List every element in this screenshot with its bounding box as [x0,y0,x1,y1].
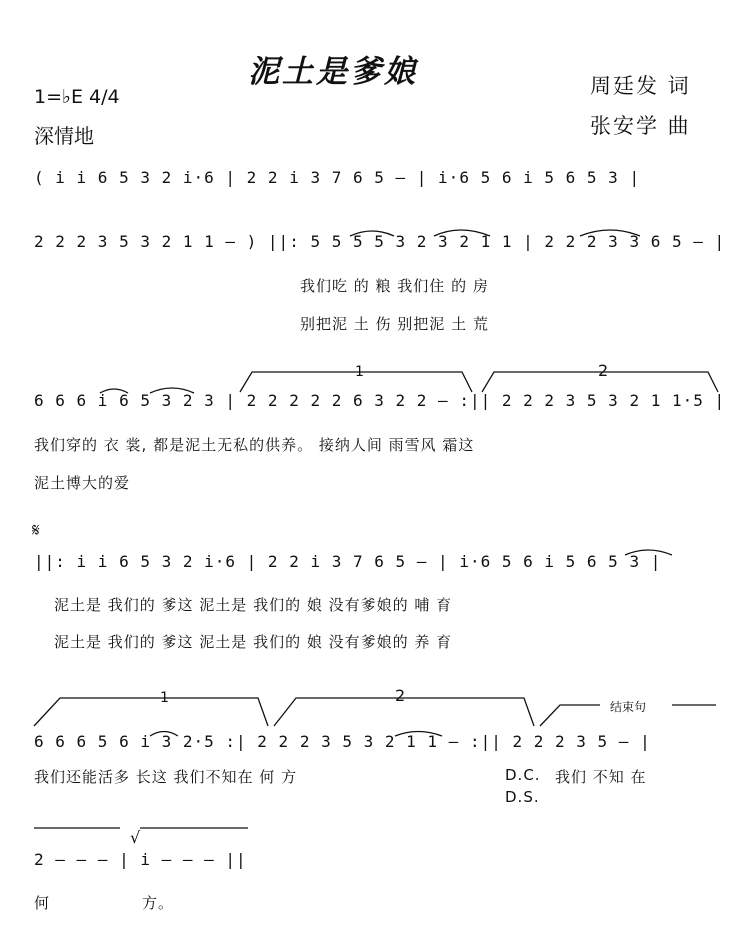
score-line-6: 2 — — — | i — — — || [34,850,247,869]
ending-1-label: 1 [355,364,364,380]
lyric-line-6b: 方。 [142,894,175,912]
score-line-5: 6 6 6 5 6 i 3 2·5 :| 2 2 2 3 5 3 2 1 1 — :|| 2 2 2 3 5 — | [34,732,651,751]
ending-2-label-b: 2 [395,686,406,705]
score-line-1: ( i i 6 5 3 2 i·6 | 2 2 i 3 7 6 5 — | i·6 5 6 i 5 6 5 3 | [34,168,641,187]
score-line-2: 2 2 2 3 5 3 2 1 1 — ) ||: 5 5 5 5 3 2 3 2 1 1 | 2 2 2 3 3 6 5 — | [34,232,726,251]
lyric-line-6a: 何 [34,894,51,912]
coda-bracket [540,705,716,726]
lyric-line-2b: 别把泥 土 伤 别把泥 土 荒 [300,315,489,333]
lyric-line-5b: 我们 不知 在 [555,768,647,786]
lyricist-credit: 周廷发 词 [590,74,691,98]
ending-2-bracket-row3 [482,372,718,392]
slur-8 [395,732,442,737]
page-title: 泥土是爹娘 [248,54,418,90]
lyric-line-4a: 泥土是 我们的 爹这 泥土是 我们的 娘 没有爹娘的 哺 育 [54,596,453,614]
slur-3 [580,230,640,236]
key-signature: 1=♭E 4/4 [34,86,120,108]
slur-6 [625,550,672,555]
lyric-line-5a: 我们还能活多 长这 我们不知在 何 方 [34,768,298,786]
dc-marking: D.C. [505,766,541,784]
lyric-line-2a: 我们吃 的 粮 我们住 的 房 [300,277,489,295]
lyric-line-3a: 我们穿的 衣 裳, 都是泥土无私的供养。 接纳人间 雨雪风 霜这 [34,436,475,454]
score-line-4: ||: i i 6 5 3 2 i·6 | 2 2 i 3 7 6 5 — | i·6 5 6 i 5 6 5 3 | [34,552,662,571]
slur-7 [150,732,178,737]
ds-marking: D.S. [505,788,540,806]
tempo-marking: 深情地 [34,124,94,148]
score-line-3: 6 6 6 i 6 5 3 2 3 | 2 2 2 2 2 6 3 2 2 — :|| 2 2 2 3 5 3 2 1 1·5 | [34,391,726,410]
ending-1-bracket-row3 [240,372,472,392]
ending-2-bracket-row5 [274,698,534,726]
segno-sign: 𝄋 [32,520,40,541]
lyric-line-3b: 泥土博大的爱 [34,474,131,492]
composer-credit: 张安学 曲 [590,114,691,138]
ending-1-bracket-row5 [34,698,268,726]
lyric-line-4b: 泥土是 我们的 爹这 泥土是 我们的 娘 没有爹娘的 养 育 [54,633,453,651]
slur-2 [434,230,490,236]
slur-5 [150,388,194,393]
slur-4 [100,389,128,393]
slur-1 [350,231,394,236]
coda-label: 结束句 [610,700,647,714]
ending-1-label-b: 1 [160,690,169,706]
ending-2-label: 2 [598,361,609,380]
breath-mark: √ [130,828,141,847]
